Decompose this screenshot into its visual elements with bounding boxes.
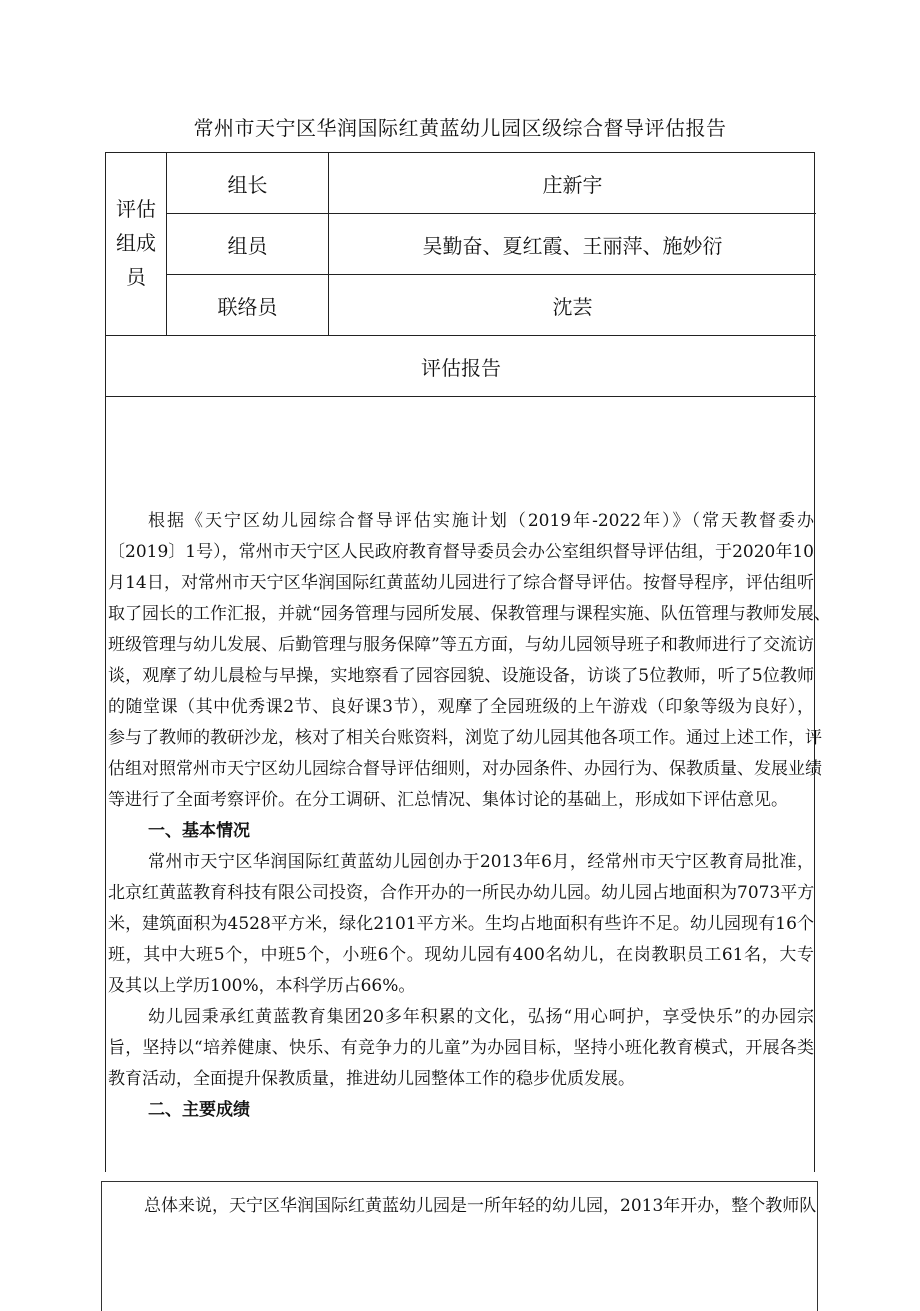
paragraph-line: 估组对照常州市天宁区幼儿园综合督导评估细则，对办园条件、办园行为、保教质量、发展业绩 xyxy=(108,759,822,779)
paragraph-line: 取了园长的工作汇报，并就“园务管理与园所发展、保教管理与课程实施、队伍管理与教师发展、 xyxy=(108,604,831,624)
divider xyxy=(106,396,816,397)
paragraph-line: 总体来说，天宁区华润国际红黄蓝幼儿园是一所年轻的幼儿园，2013年开办，整个教师队 xyxy=(144,1196,817,1216)
paragraph-line: 及其以上学历100%，本科学历占66%。 xyxy=(108,976,416,996)
section-heading: 二、主要成绩 xyxy=(148,1100,250,1120)
paragraph-line: 北京红黄蓝教育科技有限公司投资，合作开办的一所民办幼儿园。幼儿园占地面积为7073平方 xyxy=(108,883,815,903)
role-leader: 组长 xyxy=(227,172,268,197)
paragraph-line: 班，其中大班5个，中班5个，小班6个。现幼儿园有400名幼儿，在岗教职员工61名，大专 xyxy=(108,945,814,965)
next-page-box xyxy=(101,1181,818,1311)
leader-name: 庄新宇 xyxy=(542,172,603,197)
paragraph-line: 等进行了全面考察评价。在分工调研、汇总情况、集体讨论的基础上，形成如下评估意见。 xyxy=(108,790,788,810)
paragraph-line: 根据《天宁区幼儿园综合督导评估实施计划（2019年-2022年）》（常天教督委办 xyxy=(148,511,814,531)
paragraph-line: 班级管理与幼儿发展、后勤管理与服务保障”等五方面，与幼儿园领导班子和教师进行了交流访 xyxy=(108,635,814,655)
paragraph-line: 旨，坚持以“培养健康、快乐、有竞争力的儿童”为办园目标，坚持小班化教育模式，开展各类 xyxy=(108,1038,814,1058)
paragraph-line: 米，建筑面积为4528平方米，绿化2101平方米。生均占地面积有些许不足。幼儿园现有16个 xyxy=(108,914,814,934)
team-group-label: 评估组成员 xyxy=(116,197,156,289)
paragraph-line: 常州市天宁区华润国际红黄蓝幼儿园创办于2013年6月，经常州市天宁区教育局批准， xyxy=(148,852,814,872)
paragraph-line: 幼儿园秉承红黄蓝教育集团20多年积累的文化，弘扬“用心呵护，享受快乐”的办园宗 xyxy=(148,1007,814,1027)
report-table xyxy=(105,152,831,1172)
paragraph-line: 谈，观摩了幼儿晨检与早操，实地察看了园容园貌、设施设备，访谈了5位教师，听了5位教师 xyxy=(108,666,814,686)
section-heading: 一、基本情况 xyxy=(148,821,250,841)
role-members: 组员 xyxy=(227,233,268,258)
liaison-name: 沈芸 xyxy=(552,294,593,319)
paragraph-line: 〔2019〕1号），常州市天宁区人民政府教育督导委员会办公室组织督导评估组，于2020年10 xyxy=(108,542,814,562)
role-liaison: 联络员 xyxy=(217,294,278,319)
paragraph-line: 的随堂课（其中优秀课2节、良好课3节），观摩了全园班级的上午游戏（印象等级为良好）， xyxy=(108,697,814,717)
paragraph-line: 参与了教师的教研沙龙，核对了相关台账资料，浏览了幼儿园其他各项工作。通过上述工作，评 xyxy=(108,728,822,748)
report-heading: 评估报告 xyxy=(421,355,501,380)
member-names: 吴勤奋、夏红霞、王丽萍、施妙衍 xyxy=(422,233,723,258)
paragraph-line: 月14日，对常州市天宁区华润国际红黄蓝幼儿园进行了综合督导评估。按督导程序，评估组听 xyxy=(108,573,814,593)
paragraph-line: 教育活动，全面提升保教质量，推进幼儿园整体工作的稳步优质发展。 xyxy=(108,1069,635,1089)
report-title: 常州市天宁区华润国际红黄蓝幼儿园区级综合督导评估报告 xyxy=(193,116,727,140)
